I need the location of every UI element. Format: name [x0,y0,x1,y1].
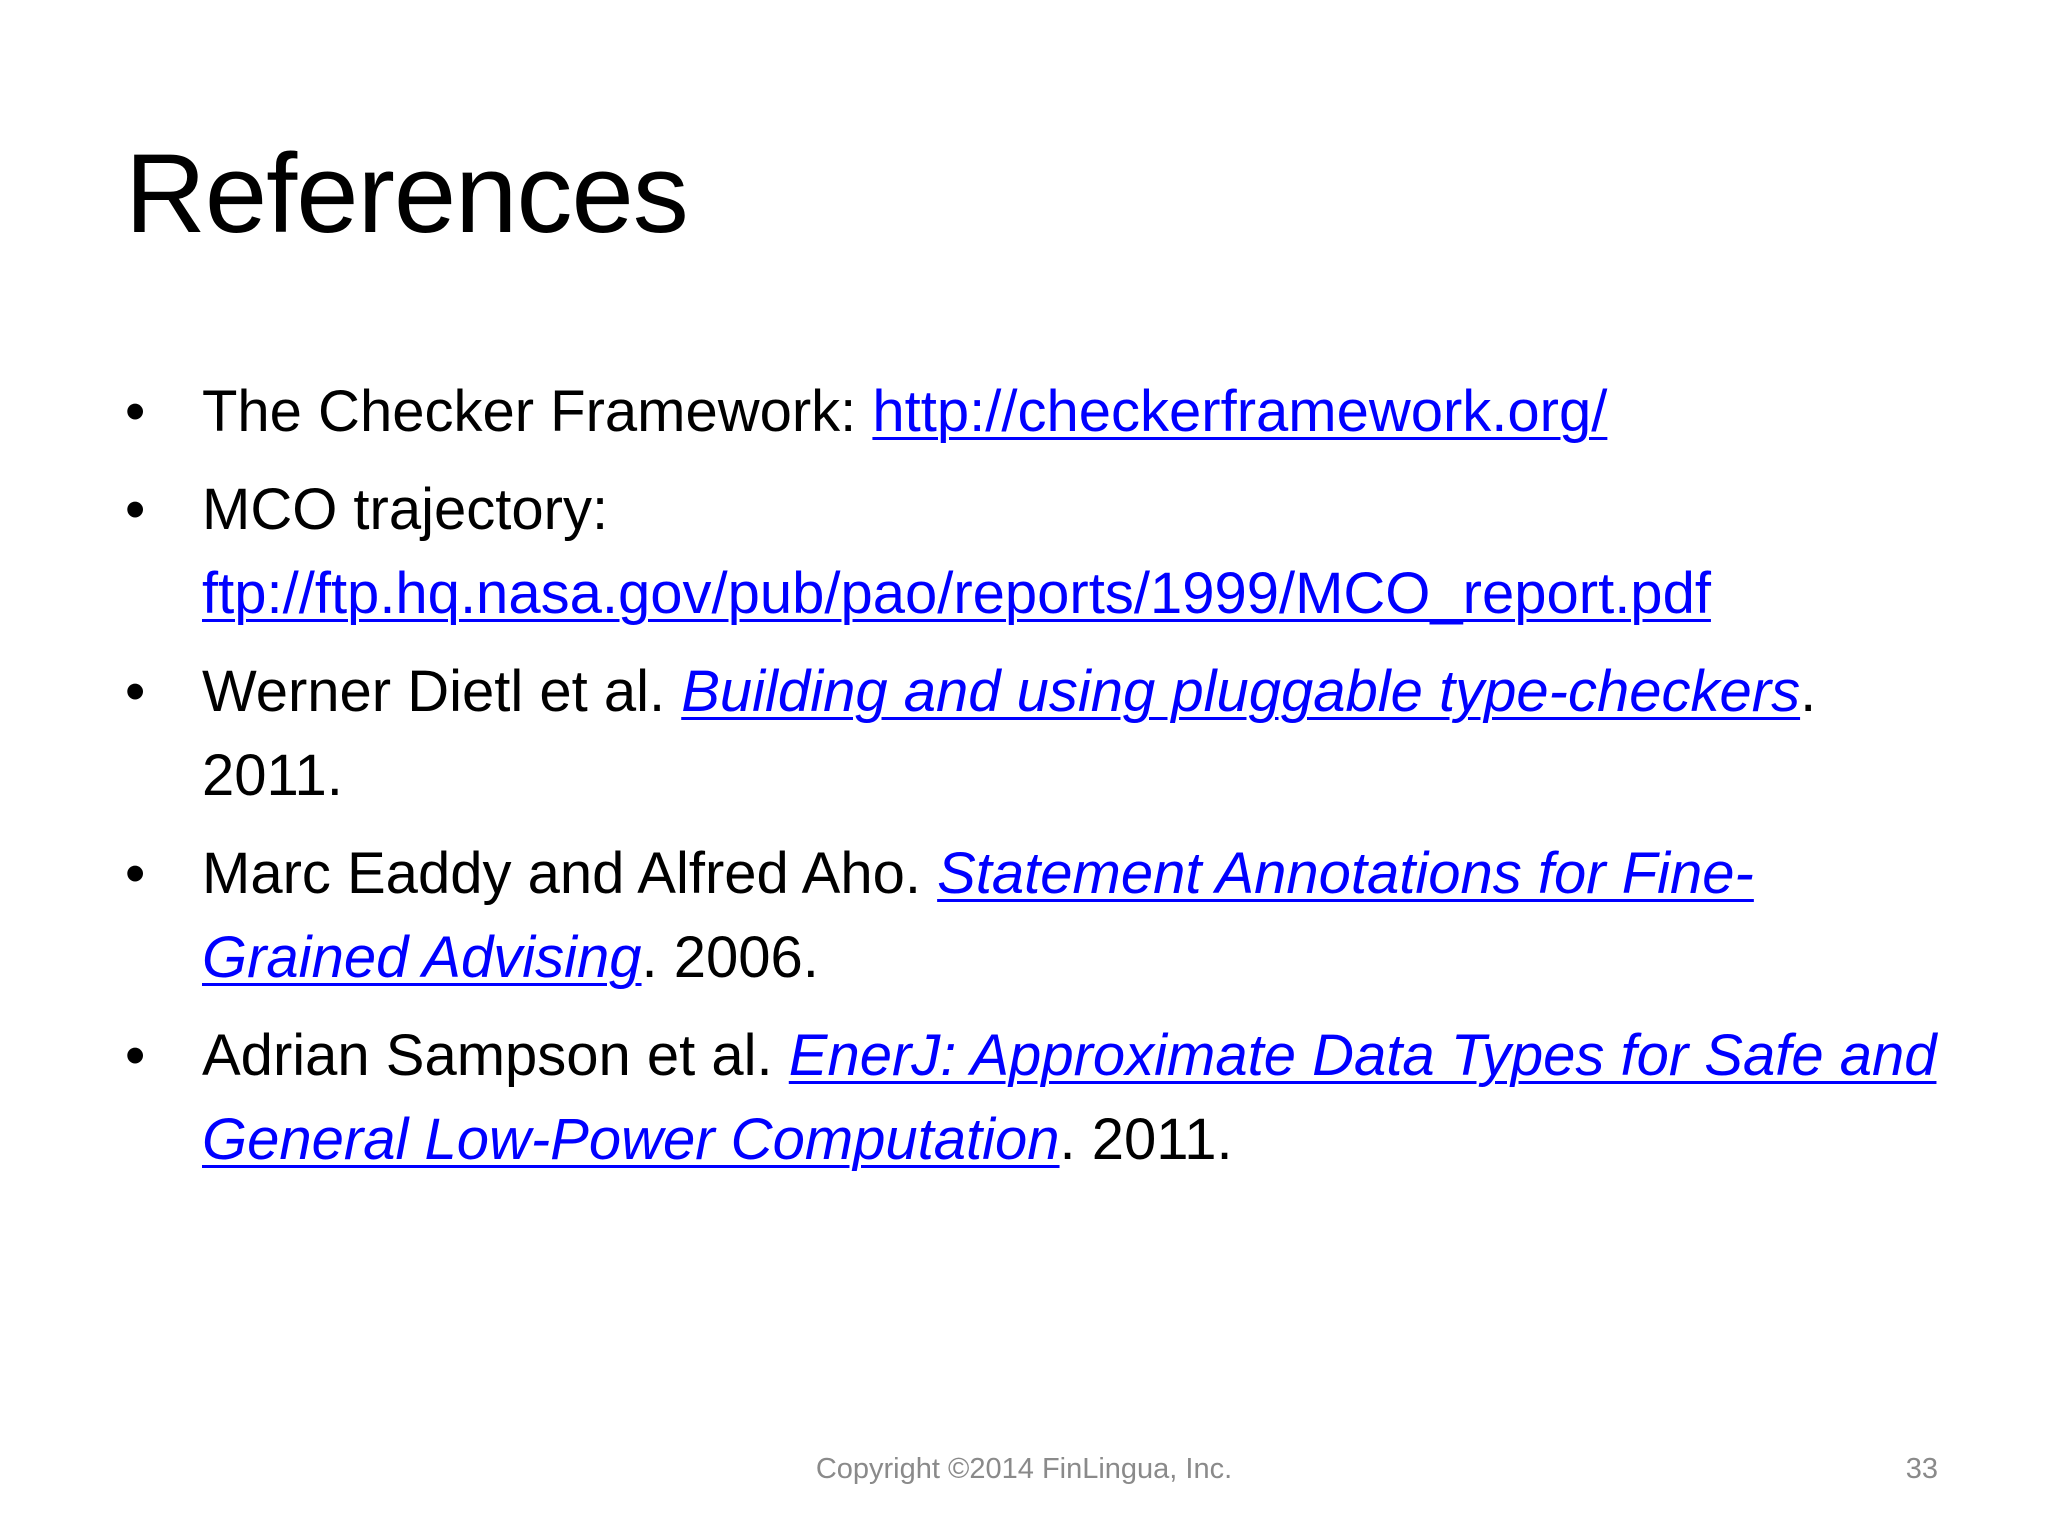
reference-item-sampson [125,1014,1945,1182]
bullet-icon: • [125,379,146,444]
reference-suffix: . 2011. [202,659,1817,808]
slide-title: References [125,131,688,256]
reference-suffix: . 2011. [1059,1107,1233,1172]
reference-link[interactable]: http://checkerframework.org/ [872,379,1608,444]
reference-link[interactable]: Building and using pluggable type-checkers [681,659,1801,724]
bullet-icon: • [125,841,146,906]
reference-suffix: . 2006. [641,925,819,990]
reference-text: Marc Eaddy and Alfred Aho. [202,841,938,906]
bullet-icon: • [125,659,146,724]
reference-item-mco-trajectory [125,468,1945,636]
copyright-footer: Copyright ©2014 FinLingua, Inc. [815,1453,1233,1485]
reference-link[interactable]: ftp://ftp.hq.nasa.gov/pub/pao/reports/1999/MCO_report.pdf [202,561,1711,626]
bullet-icon: • [125,477,146,542]
reference-text: MCO trajectory: [202,477,609,542]
reference-item-checker-framework [125,370,1945,454]
bullet-icon: • [125,1023,146,1088]
reference-item-eaddy-aho [125,832,1945,1000]
reference-link[interactable]: EnerJ: Approximate Data Types for Safe and General Low-Power Computation [202,1023,1937,1172]
reference-text: Werner Dietl et al. [202,659,682,724]
page-number: 33 [1905,1453,1938,1485]
reference-list [125,370,1945,1196]
reference-text: The Checker Framework: [202,379,873,444]
reference-item-dietl [125,650,1945,818]
reference-text: Adrian Sampson et al. [202,1023,789,1088]
reference-link[interactable]: Statement Annotations for Fine-Grained Advising [202,841,1754,990]
